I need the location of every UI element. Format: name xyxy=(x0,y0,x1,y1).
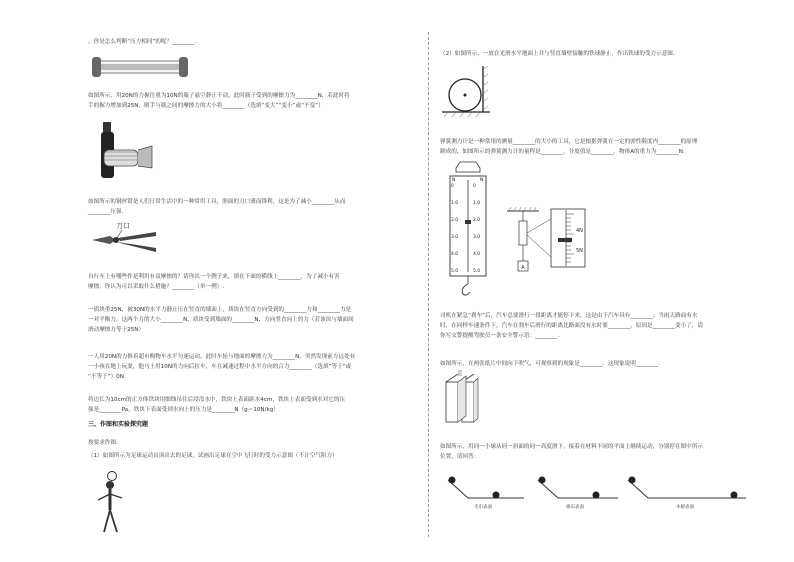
question-spring-line1: 弹簧测力计是一种常用的测量________的大小的工具，它是根据弹簧在一定的弹性限度内________的原理 xyxy=(440,139,698,145)
fig-spring-scale xyxy=(446,160,490,298)
scale-tick-left: 4.0 xyxy=(451,252,459,257)
section-3-heading: 三、作图和实验探究题 xyxy=(88,421,149,428)
scale-tick-right: 4.0 xyxy=(473,252,481,257)
question-paper-blow: 如图所示，在两张纸片中间向下吹气，可观察到的现象是________，这现象说明________. xyxy=(440,361,660,367)
question-spring-line2: 制成的，如图所示的弹簧测力计的量程是________，分度值是________，物体A的重力为________N. xyxy=(440,149,685,155)
scale-tick-right: 3.0 xyxy=(473,235,481,240)
question-hand-line2: 手的握力增加到25N，则手与瓶之间的摩擦力的大小将________（选填“变大”“变小”或“不变”） xyxy=(88,103,324,109)
weight-a-label: A xyxy=(521,265,525,271)
fig-zoom-window xyxy=(550,208,586,268)
scale-tick-right: 2.0 xyxy=(473,218,481,223)
question-hand-line1: 如图所示，用20N的力握住重为10N的瓶子悬空静止不动，此时瓶子受到的摩擦力为________N，若此时将 xyxy=(88,93,350,99)
scale-tick-right: 1.0 xyxy=(473,201,481,206)
question-slope-line2: 位置，请回答： xyxy=(440,454,480,460)
drawing-requirement: 按要求作图. xyxy=(88,440,118,446)
scale-tick-left: 1.0 xyxy=(451,201,459,206)
fig-stretched-bar xyxy=(90,53,190,81)
question-brake-line2: 时，在同样车速条件下，汽车在刹车后滑行的距离比路面没有水时要________，原因是________变小了，请 xyxy=(440,323,703,329)
surface-cotton-caption: 棉布表面 xyxy=(566,505,584,510)
scale-tick-left: 0 xyxy=(451,184,454,189)
scale-tick-right: 5.0 xyxy=(473,269,481,274)
zoom-label-4n: 4N xyxy=(576,228,583,234)
fig-ball-against-wall xyxy=(440,62,500,122)
question-pliers-line2: ________压强. xyxy=(88,209,124,215)
scale-tick-left: 3.0 xyxy=(451,235,459,240)
question-intro-tail: ，你是怎么判断“压力相同”的呢？________。 xyxy=(88,39,201,45)
scale-tick-left: 5.0 xyxy=(451,269,459,274)
zoom-label-5n: 5N xyxy=(576,248,583,254)
scale-unit-right: N xyxy=(480,178,484,183)
scale-tick-right: 0 xyxy=(473,184,476,189)
fig-slope-wood xyxy=(624,474,750,504)
column-divider xyxy=(428,32,429,537)
question-bike-line1: 自行车上有哪些作是利用有益摩擦的？请你出一个例子来，填在下面的横线上________，为了减小有害 xyxy=(88,274,340,280)
question-iron-ball: （2）如图所示，一放在光滑水平地面上并与竖直墙壁接触的铁球静止，作出铁球的受力示意图. xyxy=(440,51,675,57)
surface-towel-caption: 毛巾表面 xyxy=(474,505,492,510)
question-cart-line1: 一人用20N的力推着超市购物车水平匀速运动，此时车轮与地面的摩擦力为________N，突然发现前方远处有 xyxy=(88,354,356,360)
question-pliers-line1: 如图所示的钢丝钳是人们日常生活中的一种常用工具，胆面的刀口薄而锋利，这是为了减小________从而 xyxy=(88,199,346,205)
question-cube-line1: 将边长为10cm的正方体铁块用细线吊住后浸没水中，铁块上表面距水4cm，铁块上表面受到水对它的压 xyxy=(88,397,346,403)
fig-pliers xyxy=(90,228,160,256)
question-cart-line2: 一小孩在地上玩耍，他马上用10N的力向后拉车，车在减速过程中水平方向的合力________（选填“等于”或 xyxy=(88,364,352,370)
fig-slope-cotton xyxy=(534,474,624,504)
question-block-line3: 滑动摩擦力等于25N） xyxy=(88,327,145,333)
question-block-line2: 一对平衡力，这两个力的大小________N，质块受到墙面的________N，方向竖直向上的力（若该块与墙面间 xyxy=(88,317,354,323)
fig-football-player xyxy=(90,470,130,536)
scale-tick-left: 2.0 xyxy=(451,218,459,223)
question-cart-line3: “不等于”）0N. xyxy=(88,374,126,380)
question-slope-line1: 如图所示，用同一小球从同一斜面的同一高度滑下，接着在材料不同的平面上继续运动，分别停在图中所示 xyxy=(440,444,703,450)
fig-two-paper-sheets xyxy=(440,370,480,428)
question-brake-line1: 司机在紧急“刹车”后，汽车总要滑行一段距离才能停下来，这是由于汽车具有________；当雨天路面有水 xyxy=(440,313,698,319)
question-cube-line2: 强是________Pa，铁块下表面受到水向上的压力是________N（g＝10N/kg） xyxy=(88,407,279,413)
question-football: （1）如图所示为足球运动员顶出去的足球，试画出足球在空中飞行时的受力示意图（不计空气阻力） xyxy=(88,453,338,459)
question-block-line1: 一质块重25N，被30N的水平力静止压在竖直的墙面上，质块在竖直方向受到的________力和________力是 xyxy=(88,307,352,313)
question-bike-line2: 摩擦，你认为可以采取什么措施？________（举一例）. xyxy=(88,284,225,290)
question-brake-line3: 你写交警提醒驾驶员一条安全警示语：________. xyxy=(440,333,560,339)
surface-wood-caption: 木板表面 xyxy=(676,505,694,510)
fig-hand-holding-bottle xyxy=(96,118,154,180)
pliers-label: 刀口 xyxy=(116,222,130,230)
scale-unit-left: N xyxy=(452,178,456,183)
fig-slope-towel xyxy=(444,474,534,504)
